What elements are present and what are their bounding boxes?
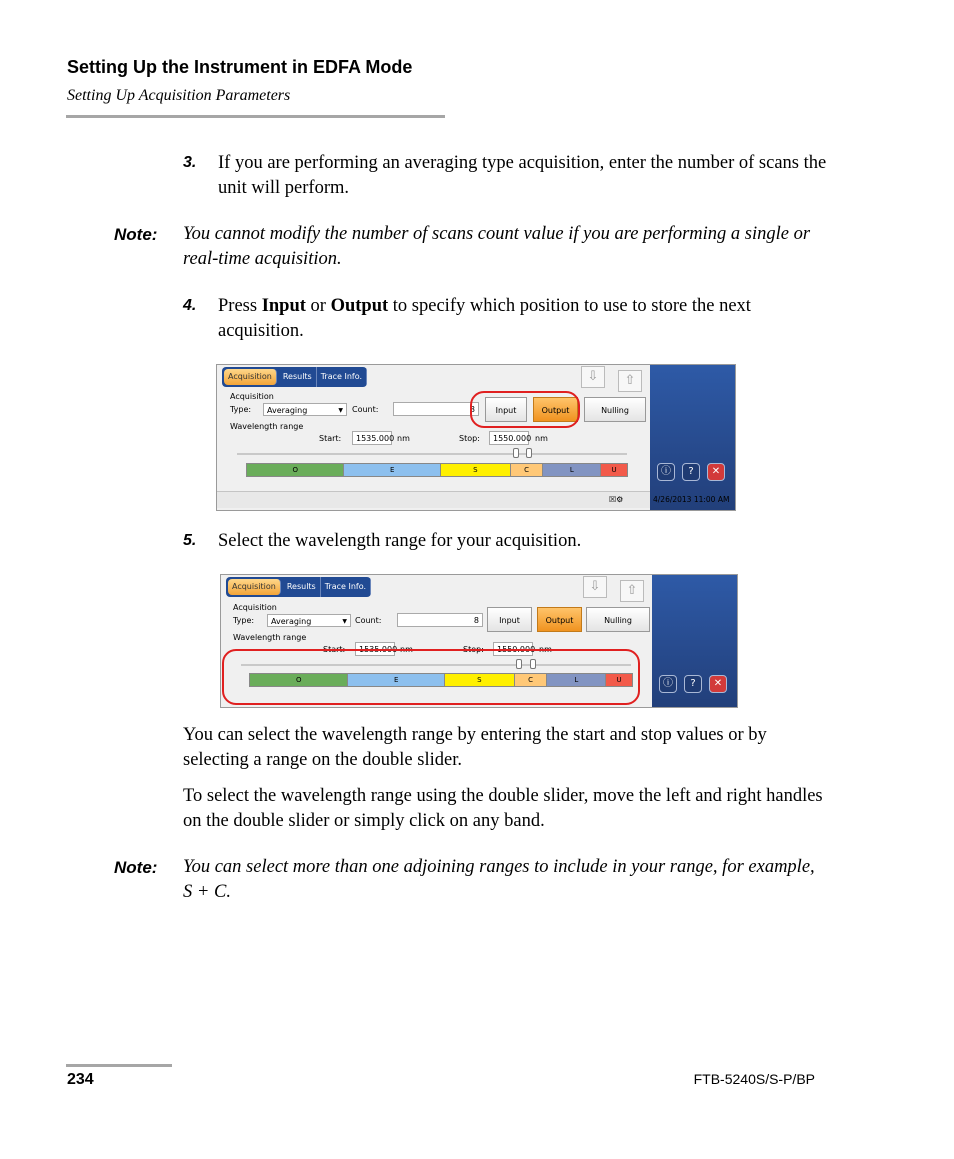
band-s[interactable]: S: [441, 464, 511, 476]
tab-trace-info[interactable]: Trace Info.: [317, 367, 367, 387]
type-select[interactable]: Averaging ▼: [263, 403, 347, 416]
step-number: 3.: [183, 154, 197, 171]
type-label: Type:: [233, 616, 255, 625]
tab-bar: [226, 577, 371, 597]
body-paragraph: You can select the wavelength range by entering the start and stop values or by selecting a range on the double slider.: [183, 725, 767, 770]
stop-label: Stop:: [463, 645, 484, 654]
highlight-wavelength-range: [222, 649, 640, 705]
acquisition-label: Acquisition: [233, 603, 277, 612]
count-label: Count:: [355, 616, 382, 625]
note-text: You cannot modify the number of scans count value if you are performing a single or real-time acquisition.: [183, 224, 811, 269]
input-button[interactable]: Input: [487, 607, 532, 632]
band-e[interactable]: E: [344, 464, 440, 476]
start-input[interactable]: 1535.000: [355, 642, 395, 656]
screenshot-wavelength-range: [220, 574, 738, 708]
step-text: Press Input or Output to specify which position to use to store the next acquisition.: [218, 296, 751, 341]
help-icon[interactable]: ?: [684, 675, 702, 693]
step-text: Select the wavelength range for your acquisition.: [218, 531, 582, 551]
header-divider: [66, 115, 445, 118]
step-number: 5.: [183, 532, 197, 549]
count-input[interactable]: 8: [397, 613, 483, 627]
start-label: Start:: [319, 434, 342, 443]
unit-label: nm: [400, 645, 413, 654]
close-icon[interactable]: ✕: [707, 463, 725, 481]
stop-input[interactable]: 1550.000: [489, 431, 529, 445]
band-l[interactable]: L: [547, 674, 606, 686]
band-l[interactable]: L: [543, 464, 601, 476]
highlight-input-output: [470, 391, 580, 428]
stop-input[interactable]: 1550.000: [493, 642, 533, 656]
chevron-down-icon: ▼: [342, 618, 347, 625]
step-number: 4.: [183, 297, 197, 314]
tab-trace-info[interactable]: Trace Info.: [321, 577, 371, 597]
tab-acquisition[interactable]: Acquisition: [224, 369, 277, 385]
info-icon[interactable]: ⓘ: [657, 463, 675, 481]
band-c[interactable]: C: [515, 674, 548, 686]
tab-results[interactable]: Results: [283, 577, 321, 597]
tab-acquisition[interactable]: Acquisition: [228, 579, 281, 595]
band-u[interactable]: U: [606, 674, 632, 686]
note-text: You can select more than one adjoining ranges to include in your range, for example, S + C.: [183, 857, 815, 902]
stop-label: Stop:: [459, 434, 480, 443]
page-number: 234: [67, 1071, 94, 1088]
start-label: Start:: [323, 645, 346, 654]
chevron-down-icon: ▼: [338, 407, 343, 414]
acquisition-label: Acquisition: [230, 392, 274, 401]
screenshot-acquisition-output: [216, 364, 736, 511]
output-button[interactable]: Output: [533, 397, 578, 422]
side-panel: [650, 365, 735, 510]
type-select[interactable]: Averaging ▼: [267, 614, 351, 627]
up-arrow-icon[interactable]: ⇧: [618, 370, 642, 392]
nulling-button[interactable]: Nulling: [584, 397, 646, 422]
side-panel: [652, 575, 737, 707]
band-e[interactable]: E: [348, 674, 445, 686]
double-slider-track[interactable]: [237, 453, 627, 455]
unit-label: nm: [535, 434, 548, 443]
unit-label: nm: [539, 645, 552, 654]
section-title: Setting Up the Instrument in EDFA Mode: [67, 57, 413, 77]
unit-label: nm: [397, 434, 410, 443]
band-s[interactable]: S: [445, 674, 515, 686]
band-bar: [246, 463, 628, 477]
count-label: Count:: [352, 405, 379, 414]
footer-divider: [66, 1064, 172, 1067]
down-arrow-icon[interactable]: ⇩: [581, 366, 605, 388]
product-model: FTB-5240S/S-P/BP: [693, 1071, 815, 1087]
slider-left-handle[interactable]: [513, 448, 519, 458]
body-paragraph: To select the wavelength range using the double slider, move the left and right handles on the double slider or simply click on any band.: [183, 786, 823, 831]
wavelength-range-label: Wavelength range: [230, 422, 304, 431]
output-button[interactable]: Output: [537, 607, 582, 632]
note-label: Note:: [114, 225, 158, 244]
tab-bar: [222, 367, 367, 387]
wavelength-range-label: Wavelength range: [233, 633, 307, 642]
band-u[interactable]: U: [601, 464, 627, 476]
step-text: If you are performing an averaging type acquisition, enter the number of scans the unit will perform.: [218, 153, 827, 198]
help-icon[interactable]: ?: [682, 463, 700, 481]
close-icon[interactable]: ✕: [709, 675, 727, 693]
note-label: Note:: [114, 858, 158, 877]
count-input[interactable]: 8: [393, 402, 479, 416]
slider-right-handle[interactable]: [526, 448, 532, 458]
info-icon[interactable]: ⓘ: [659, 675, 677, 693]
band-o[interactable]: O: [247, 464, 344, 476]
type-label: Type:: [230, 405, 252, 414]
section-subtitle: Setting Up Acquisition Parameters: [67, 87, 291, 104]
status-icons: ☒⚙: [609, 495, 624, 504]
timestamp: 4/26/2013 11:00 AM: [653, 495, 730, 504]
up-arrow-icon[interactable]: ⇧: [620, 580, 644, 602]
start-input[interactable]: 1535.000: [352, 431, 392, 445]
tab-results[interactable]: Results: [279, 367, 317, 387]
status-bar: [217, 491, 650, 508]
band-o[interactable]: O: [250, 674, 348, 686]
input-button[interactable]: Input: [485, 397, 527, 422]
down-arrow-icon[interactable]: ⇩: [583, 576, 607, 598]
band-c[interactable]: C: [511, 464, 544, 476]
nulling-button[interactable]: Nulling: [586, 607, 650, 632]
